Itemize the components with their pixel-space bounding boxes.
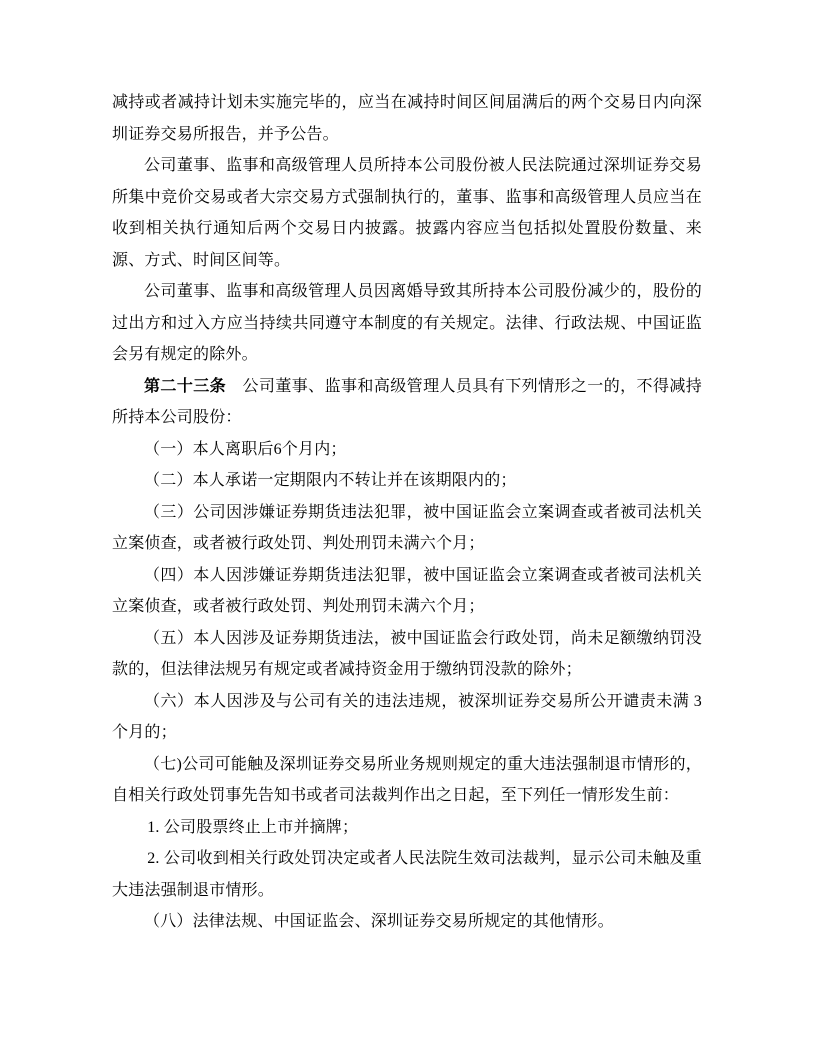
- article-text: 公司董事、监事和高级管理人员具有下列情形之一的，不得减持所持本公司股份：: [112, 377, 702, 426]
- list-item-7: （七)公司可能触及深圳证券交易所业务规则规定的重大违法强制退市情形的，自相关行政处罚事先告知书或者司法裁判作出之日起，至下列任一情形发生前：: [112, 755, 702, 804]
- paragraph-continuation: 减持或者减持计划未实施完毕的，应当在减持时间区间届满后的两个交易日内向深圳证券交易所报告，并予公告。: [112, 94, 702, 143]
- list-item-3: （三）公司因涉嫌证券期货违法犯罪，被中国证监会立案调查或者被司法机关立案侦查，或者被行政处罚、判处刑罚未满六个月；: [112, 503, 702, 552]
- list-item-2: （二）本人承诺一定期限内不转让并在该期限内的；: [144, 472, 517, 489]
- list-item-6: （六）本人因涉及与公司有关的违法违规，被深圳证券交易所公开谴责未满 3 个月的；: [112, 692, 702, 741]
- list-item-5: （五）本人因涉及证券期货违法，被中国证监会行政处罚，尚未足额缴纳罚没款的，但法律法规另有规定或者减持资金用于缴纳罚没款的除外；: [112, 629, 702, 678]
- list-item-8: （八）法律法规、中国证监会、深圳证券交易所规定的其他情形。: [144, 913, 614, 930]
- document-body: [112, 87, 702, 938]
- sublist-item-2: 2. 公司收到相关行政处罚决定或者人民法院生效司法裁判，显示公司未触及重大违法强制退市情形。: [112, 850, 702, 899]
- article-number-label: 第二十三条: [144, 377, 227, 395]
- list-item-4: （四）本人因涉嫌证券期货违法犯罪，被中国证监会立案调查或者被司法机关立案侦查，或者被行政处罚、判处刑罚未满六个月；: [112, 566, 702, 615]
- sublist-item-1: 1. 公司股票终止上市并摘牌；: [147, 818, 359, 836]
- paragraph-article-23: [112, 371, 702, 434]
- paragraph-body: 公司董事、监事和高级管理人员因离婚导致其所持本公司股份减少的，股份的过出方和过入方应当持续共同遵守本制度的有关规定。法律、行政法规、中国证监会另有规定的除外。: [112, 283, 702, 363]
- paragraph-body: 公司董事、监事和高级管理人员所持本公司股份被人民法院通过深圳证券交易所集中竞价交易或者大宗交易方式强制执行的，董事、监事和高级管理人员应当在收到相关执行通知后两个交易日内披露。披露内容应当包括拟处置股份数量、来源、方式、时间区间等。: [112, 157, 702, 269]
- list-item-1: （一）本人离职后6个月内；: [144, 440, 347, 458]
